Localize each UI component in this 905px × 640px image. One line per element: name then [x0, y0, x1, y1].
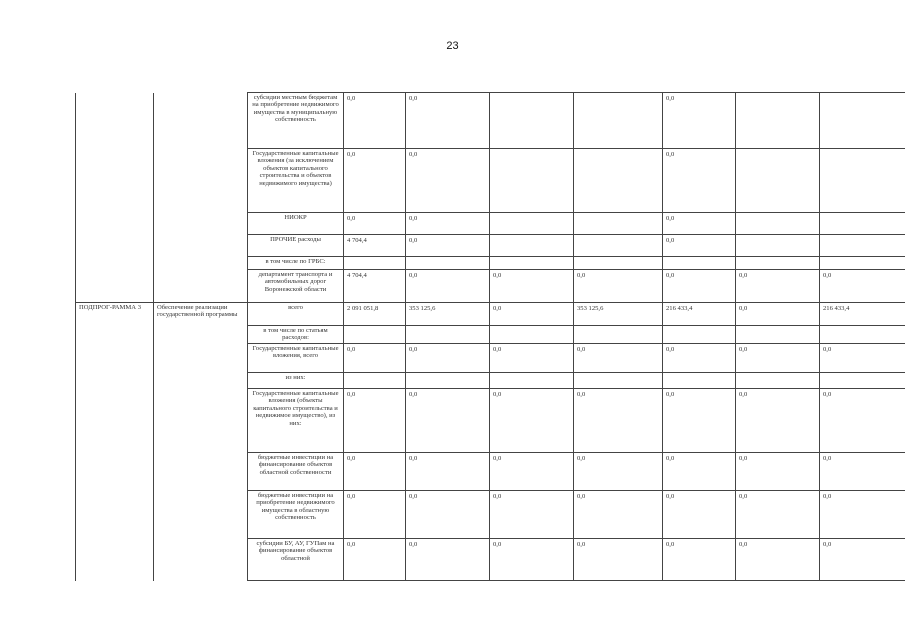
- value-cell: 0,0: [820, 389, 905, 453]
- program-name-cell: [154, 149, 248, 213]
- value-cell: [820, 373, 905, 389]
- expense-item-cell: субсидии местным бюджетам на приобретение недвижимого имущества в муниципальную собственность: [248, 93, 344, 149]
- program-name-cell: [154, 539, 248, 581]
- program-name-cell: [154, 453, 248, 491]
- value-cell: 0,0: [490, 303, 574, 326]
- value-cell: [663, 257, 736, 270]
- program-status-cell: [76, 539, 154, 581]
- value-cell: [344, 373, 406, 389]
- value-cell: [736, 93, 820, 149]
- value-cell: 0,0: [820, 344, 905, 373]
- expense-item-cell: Государственные капитальные вложения, всего: [248, 344, 344, 373]
- value-cell: 0,0: [736, 303, 820, 326]
- value-cell: 0,0: [406, 93, 490, 149]
- value-cell: 0,0: [344, 93, 406, 149]
- expense-item-cell: всего: [248, 303, 344, 326]
- value-cell: 0,0: [490, 344, 574, 373]
- value-cell: 0,0: [736, 270, 820, 303]
- value-cell: [574, 373, 663, 389]
- value-cell: [663, 326, 736, 344]
- program-status-cell: [76, 491, 154, 539]
- program-status-cell: [76, 235, 154, 257]
- value-cell: [820, 93, 905, 149]
- value-cell: 216 433,4: [663, 303, 736, 326]
- table-row: [76, 344, 905, 373]
- value-cell: [820, 326, 905, 344]
- value-cell: 0,0: [663, 453, 736, 491]
- value-cell: 0,0: [574, 453, 663, 491]
- value-cell: 2 091 051,8: [344, 303, 406, 326]
- expense-item-cell: субсидии БУ, АУ, ГУПам на финансирование объектов областной: [248, 539, 344, 581]
- value-cell: 0,0: [736, 491, 820, 539]
- value-cell: 0,0: [406, 389, 490, 453]
- value-cell: [490, 93, 574, 149]
- program-name-cell: [154, 373, 248, 389]
- value-cell: 0,0: [574, 491, 663, 539]
- value-cell: 0,0: [574, 344, 663, 373]
- value-cell: 0,0: [344, 213, 406, 235]
- program-status-cell: [76, 149, 154, 213]
- program-status-cell: [76, 326, 154, 344]
- program-name-cell: [154, 235, 248, 257]
- value-cell: 353 125,6: [574, 303, 663, 326]
- value-cell: 0,0: [574, 270, 663, 303]
- expense-item-cell: ПРОЧИЕ расходы: [248, 235, 344, 257]
- program-name-cell: [154, 389, 248, 453]
- table-row: [76, 270, 905, 303]
- value-cell: [736, 257, 820, 270]
- value-cell: [406, 326, 490, 344]
- value-cell: [490, 257, 574, 270]
- value-cell: 0,0: [663, 491, 736, 539]
- value-cell: [736, 373, 820, 389]
- value-cell: 0,0: [344, 453, 406, 491]
- value-cell: [344, 257, 406, 270]
- value-cell: [490, 149, 574, 213]
- value-cell: 0,0: [490, 270, 574, 303]
- expense-item-cell: в том числе по ГРБС:: [248, 257, 344, 270]
- value-cell: 0,0: [663, 389, 736, 453]
- expense-item-cell: Государственные капитальные вложения (за исключением объектов капитального строительства и объектов недвижимого имущества): [248, 149, 344, 213]
- table-row: [76, 149, 905, 213]
- table-row: [76, 303, 905, 326]
- value-cell: [736, 235, 820, 257]
- program-status-cell: ПОДПРОГ-РАММА 3: [76, 303, 154, 326]
- value-cell: 353 125,6: [406, 303, 490, 326]
- program-status-cell: [76, 373, 154, 389]
- table-row: [76, 93, 905, 149]
- value-cell: [574, 326, 663, 344]
- value-cell: [490, 235, 574, 257]
- table-row: [76, 257, 905, 270]
- expense-item-cell: из них:: [248, 373, 344, 389]
- value-cell: 0,0: [490, 389, 574, 453]
- value-cell: 0,0: [406, 491, 490, 539]
- program-name-cell: [154, 326, 248, 344]
- value-cell: [820, 235, 905, 257]
- value-cell: 0,0: [663, 235, 736, 257]
- value-cell: [490, 326, 574, 344]
- value-cell: [344, 326, 406, 344]
- program-status-cell: [76, 389, 154, 453]
- budget-table-container: [75, 92, 905, 592]
- program-name-cell: [154, 344, 248, 373]
- value-cell: [574, 235, 663, 257]
- value-cell: [820, 257, 905, 270]
- expense-item-cell: НИОКР: [248, 213, 344, 235]
- value-cell: 216 433,4: [820, 303, 905, 326]
- value-cell: 0,0: [490, 491, 574, 539]
- value-cell: 0,0: [574, 389, 663, 453]
- value-cell: 0,0: [820, 491, 905, 539]
- table-row: [76, 491, 905, 539]
- value-cell: 4 704,4: [344, 270, 406, 303]
- expense-item-cell: в том числе по статьям расходов:: [248, 326, 344, 344]
- expense-item-cell: департамент транспорта и автомобильных дорог Воронежской области: [248, 270, 344, 303]
- value-cell: 0,0: [344, 539, 406, 581]
- value-cell: 0,0: [820, 270, 905, 303]
- value-cell: 0,0: [663, 539, 736, 581]
- program-name-cell: [154, 257, 248, 270]
- value-cell: [574, 93, 663, 149]
- value-cell: 0,0: [344, 491, 406, 539]
- value-cell: 0,0: [736, 453, 820, 491]
- value-cell: 0,0: [663, 149, 736, 213]
- value-cell: 0,0: [663, 344, 736, 373]
- value-cell: [820, 213, 905, 235]
- expense-item-cell: бюджетные инвестиции на финансирование объектов областной собственности: [248, 453, 344, 491]
- program-status-cell: [76, 344, 154, 373]
- value-cell: 0,0: [663, 93, 736, 149]
- value-cell: [574, 213, 663, 235]
- value-cell: 0,0: [406, 344, 490, 373]
- value-cell: 0,0: [406, 539, 490, 581]
- table-row: [76, 539, 905, 581]
- value-cell: 0,0: [344, 149, 406, 213]
- program-name-cell: [154, 213, 248, 235]
- table-row: [76, 389, 905, 453]
- budget-table: [75, 92, 905, 581]
- value-cell: 0,0: [406, 235, 490, 257]
- table-row: [76, 326, 905, 344]
- value-cell: [490, 373, 574, 389]
- table-row: [76, 213, 905, 235]
- value-cell: [406, 257, 490, 270]
- program-status-cell: [76, 257, 154, 270]
- value-cell: [736, 326, 820, 344]
- table-row: [76, 373, 905, 389]
- value-cell: 0,0: [490, 539, 574, 581]
- program-name-cell: Обеспечение реализации государственной программы: [154, 303, 248, 326]
- value-cell: [736, 149, 820, 213]
- program-status-cell: [76, 270, 154, 303]
- value-cell: [490, 213, 574, 235]
- value-cell: 0,0: [736, 539, 820, 581]
- program-name-cell: [154, 491, 248, 539]
- program-status-cell: [76, 93, 154, 149]
- program-name-cell: [154, 93, 248, 149]
- table-row: [76, 235, 905, 257]
- value-cell: 0,0: [344, 389, 406, 453]
- value-cell: 0,0: [344, 344, 406, 373]
- value-cell: 0,0: [736, 344, 820, 373]
- value-cell: 0,0: [736, 389, 820, 453]
- value-cell: 4 704,4: [344, 235, 406, 257]
- value-cell: 0,0: [820, 539, 905, 581]
- program-status-cell: [76, 213, 154, 235]
- table-row: [76, 453, 905, 491]
- value-cell: 0,0: [663, 270, 736, 303]
- value-cell: [574, 149, 663, 213]
- value-cell: 0,0: [406, 149, 490, 213]
- value-cell: [820, 149, 905, 213]
- page-number: 23: [446, 40, 459, 52]
- value-cell: 0,0: [490, 453, 574, 491]
- value-cell: [663, 373, 736, 389]
- value-cell: [574, 257, 663, 270]
- value-cell: 0,0: [406, 453, 490, 491]
- expense-item-cell: Государственные капитальные вложения (объекты капитального строительства и недвижимое имущество), из них:: [248, 389, 344, 453]
- expense-item-cell: бюджетные инвестиции на приобретение недвижимого имущества в областную собственность: [248, 491, 344, 539]
- value-cell: 0,0: [406, 213, 490, 235]
- value-cell: 0,0: [574, 539, 663, 581]
- program-status-cell: [76, 453, 154, 491]
- value-cell: [406, 373, 490, 389]
- program-name-cell: [154, 270, 248, 303]
- value-cell: 0,0: [663, 213, 736, 235]
- value-cell: 0,0: [406, 270, 490, 303]
- value-cell: 0,0: [820, 453, 905, 491]
- value-cell: [736, 213, 820, 235]
